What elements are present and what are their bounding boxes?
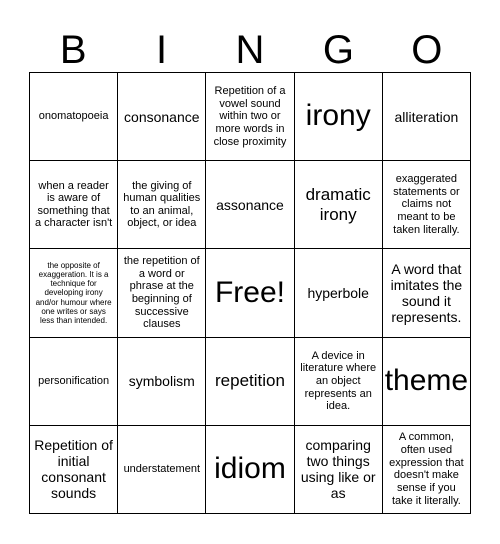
header-letter-n: N (235, 28, 265, 72)
bingo-cell-r4c5[interactable] (383, 338, 471, 426)
bingo-cell-r2c5[interactable] (383, 161, 471, 249)
bingo-cell-r1c4[interactable] (295, 73, 383, 161)
cell-text: symbolism (128, 373, 195, 390)
cell-text: A device in literature where an object represents an idea. (300, 349, 377, 413)
cell-text: A word that imitates the sound it represents. (390, 260, 463, 326)
bingo-cell-r4c3[interactable] (206, 338, 294, 426)
bingo-cell-r5c1[interactable] (30, 426, 118, 514)
cell-text: hyperbole (307, 284, 369, 301)
bingo-cell-r4c2[interactable] (118, 338, 206, 426)
bingo-cell-r3c5[interactable] (383, 249, 471, 337)
header-letter-g: G (322, 28, 354, 72)
cell-text: the opposite of exaggeration. It is a technique for developing irony and/or humour where one writes or says less than intended. (35, 260, 112, 325)
bingo-cell-r2c2[interactable] (118, 161, 206, 249)
cell-text: theme (384, 363, 469, 397)
cell-text: when a reader is aware of something that a character isn't (34, 179, 113, 230)
cell-text: A common, often used expression that doesn't make sense if you take it literally. (389, 431, 464, 507)
bingo-cell-r2c4[interactable] (295, 161, 383, 249)
bingo-cell-r1c1[interactable] (30, 73, 118, 161)
bingo-cell-r2c3[interactable] (206, 161, 294, 249)
bingo-cell-r5c3[interactable] (206, 426, 294, 514)
cell-text: alliteration (394, 108, 459, 125)
bingo-cell-r3c4[interactable] (295, 249, 383, 337)
cell-text: Free! (214, 275, 285, 309)
bingo-cell-r5c5[interactable] (383, 426, 471, 514)
bingo-cell-r2c1[interactable] (30, 161, 118, 249)
cell-text: idiom (214, 452, 286, 486)
bingo-cell-r1c3[interactable] (206, 73, 294, 161)
cell-text: the giving of human qualities to an animal, object, or idea (123, 179, 201, 230)
bingo-cell-r3c1[interactable] (30, 249, 118, 337)
cell-text: personification (38, 374, 110, 387)
bingo-cell-r5c4[interactable] (295, 426, 383, 514)
cell-text: exaggerated statements or claims not meant to be taken literally. (393, 173, 460, 236)
bingo-cell-r3c2[interactable] (118, 249, 206, 337)
cell-text: Repetition of a vowel sound within two or more words in close proximity (213, 84, 287, 148)
bingo-cell-free-space[interactable] (206, 249, 294, 337)
header-letter-b: B (59, 28, 87, 72)
bingo-cell-r5c2[interactable] (118, 426, 206, 514)
bingo-header (29, 28, 471, 72)
cell-text: comparing two things using like or as (300, 437, 376, 502)
header-letter-o: O (411, 28, 443, 72)
bingo-cell-r4c4[interactable] (295, 338, 383, 426)
cell-text: the repetition of a word or phrase at the beginning of successive clauses (123, 255, 200, 331)
cell-text: repetition (215, 371, 285, 391)
cell-text: dramatic irony (305, 185, 371, 224)
cell-text: irony (305, 99, 371, 133)
bingo-cell-r1c2[interactable] (118, 73, 206, 161)
bingo-board (29, 72, 471, 514)
cell-text: assonance (216, 196, 284, 213)
cell-text: consonance (124, 108, 200, 125)
bingo-cell-r1c5[interactable] (383, 73, 471, 161)
cell-text: understatement (123, 463, 200, 476)
cell-text: Repetition of initial consonant sounds (34, 437, 113, 502)
bingo-cell-r4c1[interactable] (30, 338, 118, 426)
cell-text: onomatopoeia (38, 110, 109, 123)
header-letter-i: I (156, 28, 168, 72)
